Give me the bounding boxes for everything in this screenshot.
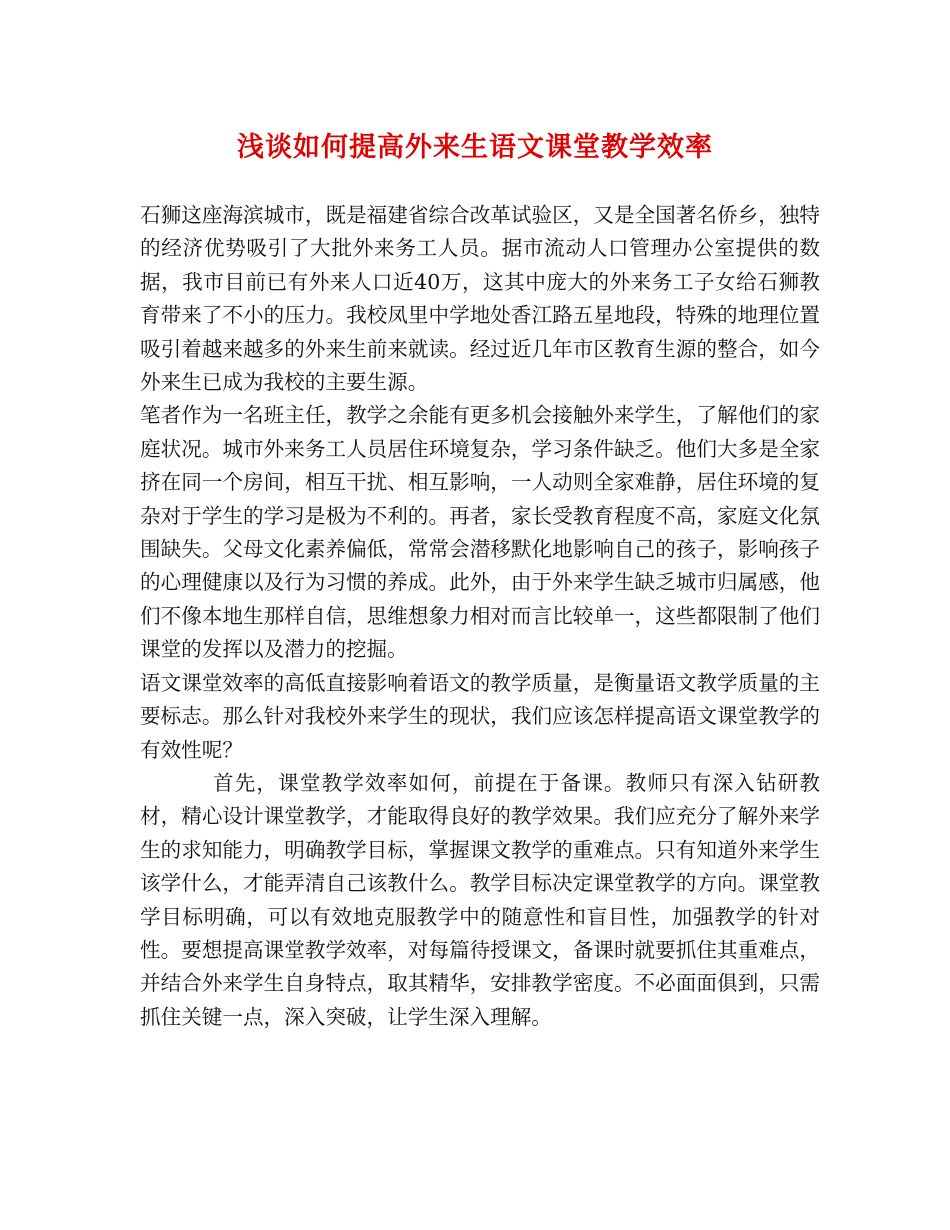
document-body	[140, 199, 820, 1034]
paragraph-4: 首先，课堂教学效率如何，前提在于备课。教师只有深入钻研教材，精心设计课堂教学，才能取得良好的教学效果。我们应充分了解外来学生的求知能力，明确教学目标，掌握课文教学的重难点。只有知道外来学生该学什么，才能弄清自己该教什么。教学目标决定课堂教学的方向。课堂教学目标明确，可以有效地克服教学中的随意性和盲目性，加强教学的针对性。要想提高课堂教学效率，对每篇待授课文，备课时就要抓住其重难点，并结合外来学生自身特点，取其精华，安排教学密度。不必面面俱到，只需抓住关键一点，深入突破，让学生深入理解。	[140, 770, 820, 1029]
paragraph-3: 语文课堂效率的高低直接影响着语文的教学质量，是衡量语文教学质量的主要标志。那么针对我校外来学生的现状，我们应该怎样提高语文课堂教学的有效性呢？	[140, 670, 820, 762]
paragraph-1: 石狮这座海滨城市，既是福建省综合改革试验区，又是全国著名侨乡，独特的经济优势吸引了大批外来务工人员。据市流动人口管理办公室提供的数据，我市目前已有外来人口近40万，这其中庞大的外来务工子女给石狮教育带来了不小的压力。我校凤里中学地处香江路五星地段，特殊的地理位置吸引着越来越多的外来生前来就读。经过近几年市区教育生源的整合，如今外来生已成为我校的主要生源。	[140, 203, 820, 395]
document-title: 浅谈如何提高外来生语文课堂教学效率	[237, 132, 713, 163]
paragraph-2: 笔者作为一名班主任，教学之余能有更多机会接触外来学生，了解他们的家庭状况。城市外来务工人员居住环境复杂，学习条件缺乏。他们大多是全家挤在同一个房间，相互干扰、相互影响，一人动则全家难静，居住环境的复杂对于学生的学习是极为不利的。再者，家长受教育程度不高，家庭文化氛围缺失。父母文化素养偏低，常常会潜移默化地影响自己的孩子，影响孩子的心理健康以及行为习惯的养成。此外，由于外来学生缺乏城市归属感，他们不像本地生那样自信，思维想象力相对而言比较单一，这些都限制了他们课堂的发挥以及潜力的挖掘。	[140, 403, 820, 662]
